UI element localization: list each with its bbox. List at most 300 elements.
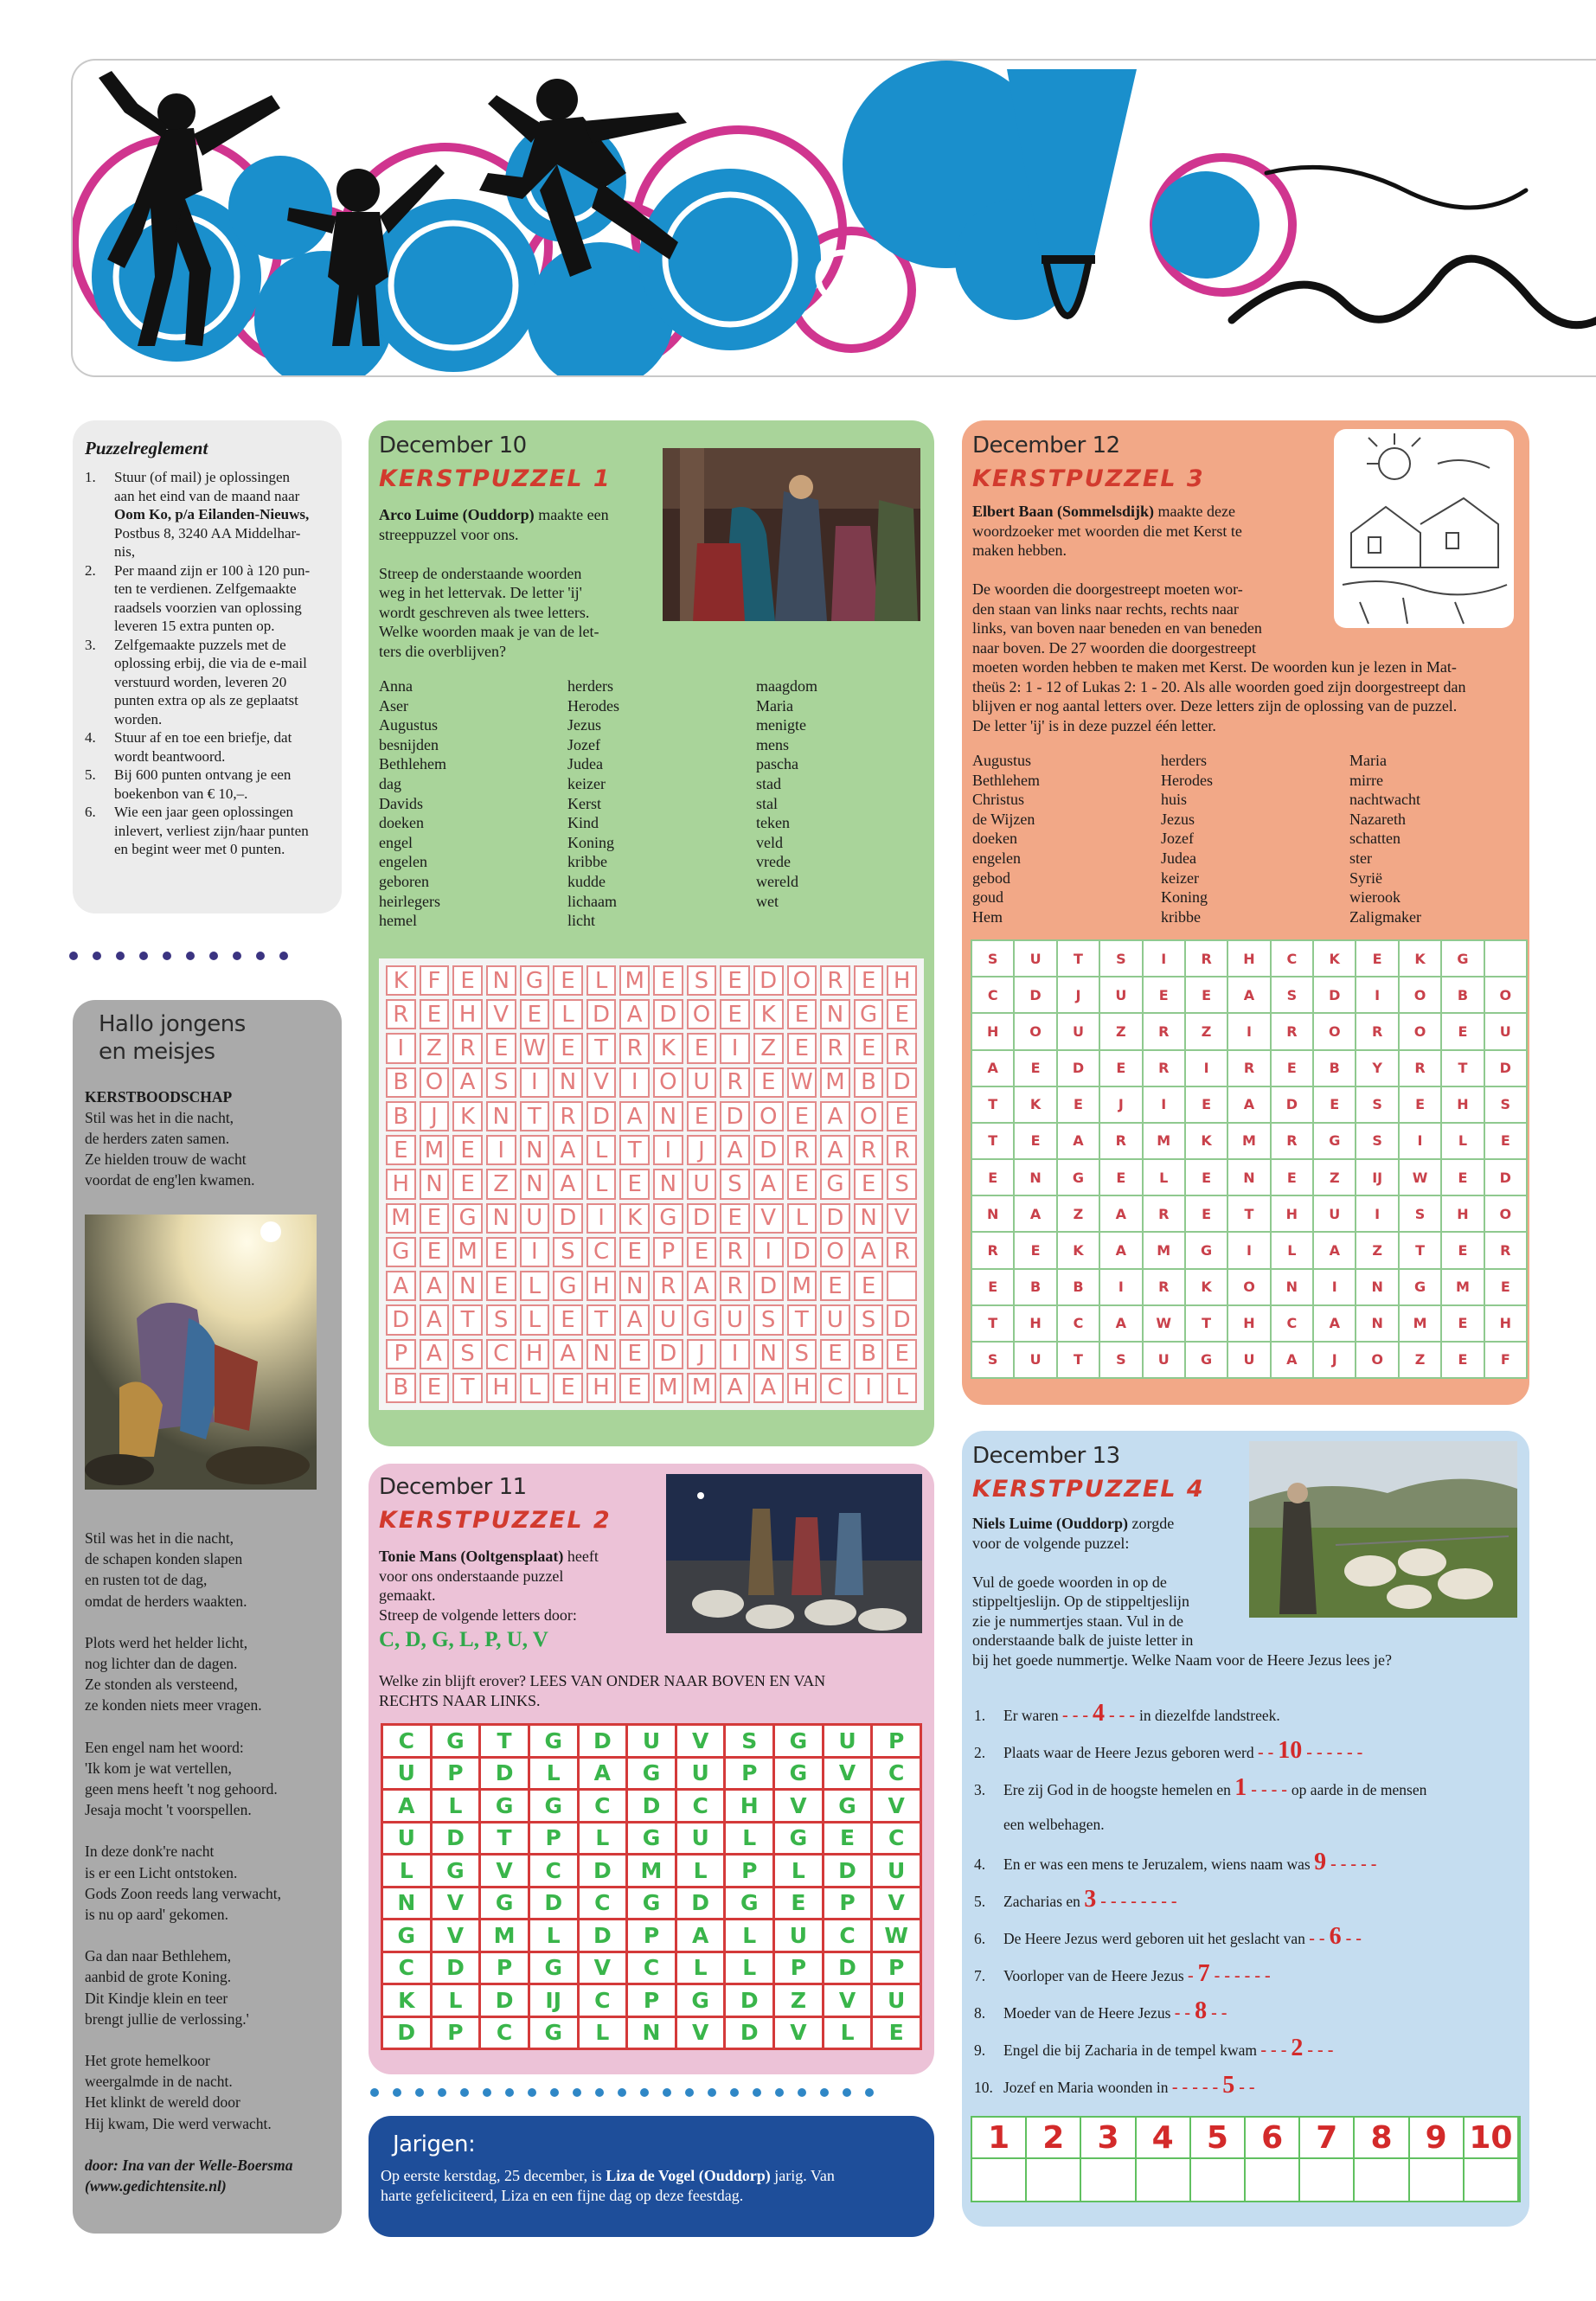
grid-cell: O: [1015, 1014, 1057, 1050]
grid-cell: H: [1228, 941, 1271, 977]
grid-cell: G: [726, 1888, 775, 1921]
word-item: herders: [567, 677, 613, 695]
word-item: gebod: [972, 868, 1010, 887]
grid-cell: K: [452, 1101, 483, 1131]
word-item: Maria: [1349, 752, 1387, 769]
grid-cell: I: [1186, 1051, 1228, 1087]
grid-cell: L: [726, 1953, 775, 1986]
grid-cell: Z: [1100, 1014, 1143, 1050]
grid-cell: T: [787, 1304, 817, 1335]
grid-cell: I: [486, 1135, 516, 1165]
dot-divider: [69, 952, 288, 960]
grid-cell: H: [1015, 1306, 1057, 1343]
grid-cell: E: [452, 1135, 483, 1165]
grid-cell: G: [1314, 1124, 1356, 1160]
word-item: Judea: [567, 755, 603, 773]
question-item: 10. Jozef en Maria woonden in - - - - - 5 - -: [974, 2072, 1255, 2099]
grid-cell: E: [1356, 941, 1399, 977]
grid-cell: I: [1356, 977, 1399, 1014]
grid-cell: G: [775, 1759, 824, 1791]
grid-cell: 7: [1300, 2118, 1355, 2159]
grid-cell: J: [687, 1339, 717, 1369]
grid-cell: C: [873, 1823, 922, 1856]
grid-cell: A: [720, 1373, 750, 1403]
grid-cell: E: [720, 1203, 750, 1234]
answer-slot: [972, 2159, 1027, 2201]
grid-cell: V: [433, 1920, 482, 1953]
grid-cell: U: [1314, 1196, 1356, 1233]
grid-cell: R: [1272, 1014, 1314, 1050]
grid-cell: M: [628, 1856, 677, 1888]
grid-cell: T: [972, 1087, 1015, 1124]
grid-cell: S: [1100, 1343, 1143, 1379]
grid-cell: H: [1442, 1196, 1484, 1233]
grid-cell: C: [580, 1985, 629, 2018]
grid-cell: V: [586, 1067, 617, 1098]
grid-cell: N: [854, 1203, 884, 1234]
word-item: Zaligmaker: [1349, 907, 1421, 926]
word-column: [756, 676, 912, 931]
grid-cell: U: [775, 1920, 824, 1953]
grid-cell: D: [386, 1304, 416, 1335]
grid-cell: H: [787, 1373, 817, 1403]
grid-cell: Z: [753, 1033, 784, 1063]
grid-cell: E: [824, 1823, 874, 1856]
word-item: de Wijzen: [972, 810, 1035, 828]
grid-cell: E: [720, 965, 750, 996]
grid-cell: G: [1442, 941, 1484, 977]
grid-cell: R: [1356, 1014, 1399, 1050]
grid-cell: S: [972, 1343, 1015, 1379]
grid-cell: V: [873, 1888, 922, 1921]
grid-cell: E: [486, 1237, 516, 1267]
grid-cell: G: [820, 1169, 850, 1199]
grid-cell: C: [1058, 1306, 1100, 1343]
grid-cell: A: [720, 1135, 750, 1165]
grid-cell: M: [420, 1135, 450, 1165]
word-item: keizer: [567, 774, 606, 792]
grid-cell: P: [726, 1759, 775, 1791]
grid-cell: U: [677, 1823, 727, 1856]
grid-cell: I: [619, 1067, 650, 1098]
grid-cell: D: [580, 1920, 629, 1953]
grid-cell: E: [1058, 1087, 1100, 1124]
grid-cell: N: [628, 2018, 677, 2051]
grid-cell: E: [420, 999, 450, 1029]
grid-cell: E: [1186, 1196, 1228, 1233]
grid-cell: R: [1272, 1124, 1314, 1160]
grid-cell: W: [1400, 1160, 1442, 1196]
grid-cell: M: [481, 1920, 530, 1953]
grid-cell: D: [726, 2018, 775, 2051]
grid-cell: V: [753, 1203, 784, 1234]
grid-cell: R: [720, 1271, 750, 1301]
grid-cell: C: [1272, 1306, 1314, 1343]
grid-cell: D: [753, 1135, 784, 1165]
grid-cell: P: [433, 1759, 482, 1791]
hallo-heading: Hallo jongens en meisjes: [99, 1011, 246, 1065]
grid-cell: V: [873, 1791, 922, 1823]
grid-cell: D: [1485, 1160, 1528, 1196]
grid-cell: E: [873, 2018, 922, 2051]
grid-cell: V: [580, 1953, 629, 1986]
word-item: Herodes: [567, 696, 619, 715]
grid-cell: U: [1485, 1014, 1528, 1050]
shepherds-angel-image: [85, 1215, 317, 1490]
grid-cell: E: [854, 1271, 884, 1301]
grid-cell: D: [753, 1271, 784, 1301]
temple-scene-image: [663, 448, 920, 621]
grid-cell: H: [586, 1373, 617, 1403]
grid-cell: A: [1272, 1343, 1314, 1379]
grid-cell: IJ: [1356, 1160, 1399, 1196]
grid-cell: I: [1228, 1014, 1271, 1050]
grid-cell: Z: [1400, 1343, 1442, 1379]
word-item: schatten: [1349, 830, 1401, 848]
grid-cell: A: [972, 1051, 1015, 1087]
grid-cell: 10: [1465, 2118, 1519, 2159]
jarigen-text: Op eerste kerstdag, 25 december, is Liza de Vogel (Ouddorp) jarig. Van harte gefeliciteerd, Liza en een fijne dag op deze feestdag.: [381, 2167, 835, 2204]
word-item: wereld: [756, 872, 798, 890]
grid-cell: C: [628, 1953, 677, 1986]
grid-cell: L: [520, 1304, 550, 1335]
word-item: Aser: [379, 696, 408, 715]
grid-cell: U: [873, 1985, 922, 2018]
grid-cell: M: [1400, 1306, 1442, 1343]
rules-item: 2. Per maand zijn er 100 à 120 pun- ten te verdienen. Zelfgemaakte raadsels voorzien van oplossing leveren 15 extra punten op.: [85, 561, 311, 634]
grid-cell: E: [486, 1271, 516, 1301]
grid-cell: U: [1015, 941, 1057, 977]
puzzle4-intro: Niels Luime (Ouddorp) zorgde voor de volgende puzzel: Vul de goede woorden in op de stippeltjeslijn. Op de stippeltjeslijn zie je nummertjes staan. Vul in de onderstaande balk de juiste letter in: [972, 1515, 1194, 1649]
puzzle2-letter-grid: [381, 1723, 922, 2050]
grid-cell: D: [653, 999, 683, 1029]
grid-cell: I: [1356, 1196, 1399, 1233]
grid-cell: E: [420, 1203, 450, 1234]
grid-cell: E: [520, 999, 550, 1029]
grid-cell: E: [1144, 977, 1186, 1014]
grid-cell: N: [553, 1067, 583, 1098]
grid-cell: E: [420, 1373, 450, 1403]
grid-cell: S: [887, 1169, 917, 1199]
grid-cell: E: [775, 1888, 824, 1921]
grid-cell: Z: [1186, 1014, 1228, 1050]
grid-cell: B: [1015, 1270, 1057, 1306]
word-item: Hem: [972, 907, 1003, 926]
question-item: 9. Engel die bij Zacharia in de tempel kwam - - - 2 - - -: [974, 2035, 1334, 2061]
grid-cell: D: [586, 1101, 617, 1131]
grid-cell: C: [486, 1339, 516, 1369]
grid-cell: J: [1100, 1087, 1143, 1124]
grid-cell: T: [481, 1823, 530, 1856]
puzzle3-letter-grid: [971, 939, 1528, 1379]
dot-divider: [370, 2088, 874, 2097]
grid-cell: R: [887, 1237, 917, 1267]
grid-cell: A: [386, 1271, 416, 1301]
grid-cell: L: [433, 1791, 482, 1823]
grid-cell: D: [787, 1237, 817, 1267]
word-item: Anna: [379, 677, 413, 695]
grid-cell: E: [1442, 1160, 1484, 1196]
grid-cell: D: [824, 1953, 874, 1986]
grid-cell: N: [520, 1169, 550, 1199]
rules-item: 6. Wie een jaar geen oplossingen inlevert, verliest zijn/haar punten en begint weer met 0 punten.: [85, 804, 309, 857]
grid-cell: N: [972, 1196, 1015, 1233]
grid-cell: C: [1272, 941, 1314, 977]
grid-cell: C: [530, 1856, 580, 1888]
grid-cell: G: [653, 1203, 683, 1234]
grid-cell: Y: [1356, 1051, 1399, 1087]
grid-cell: H: [726, 1791, 775, 1823]
grid-cell: P: [824, 1888, 874, 1921]
word-item: heirlegers: [379, 892, 440, 910]
grid-cell: K: [1400, 941, 1442, 977]
grid-cell: V: [775, 2018, 824, 2051]
word-item: keizer: [1161, 868, 1199, 887]
grid-cell: S: [553, 1237, 583, 1267]
grid-cell: N: [1272, 1270, 1314, 1306]
grid-cell: L: [887, 1373, 917, 1403]
grid-cell: H: [520, 1339, 550, 1369]
shepherds-night-image: [666, 1474, 922, 1633]
grid-cell: A: [1058, 1124, 1100, 1160]
grid-cell: E: [1442, 1343, 1484, 1379]
grid-cell: C: [586, 1237, 617, 1267]
puzzle4-answer-bar: [971, 2116, 1521, 2202]
grid-cell: P: [726, 1856, 775, 1888]
grid-cell: L: [580, 1823, 629, 1856]
word-item: doeken: [379, 814, 424, 832]
grid-cell: I: [1400, 1124, 1442, 1160]
puzzle3-word-list: [972, 751, 1526, 926]
grid-cell: H: [1272, 1196, 1314, 1233]
grid-cell: M: [619, 965, 650, 996]
grid-cell: O: [753, 1101, 784, 1131]
grid-cell: S: [1485, 1087, 1528, 1124]
grid-cell: L: [530, 1920, 580, 1953]
grid-cell: S: [972, 941, 1015, 977]
grid-cell: G: [824, 1791, 874, 1823]
grid-cell: L: [726, 1823, 775, 1856]
grid-cell: E: [653, 965, 683, 996]
grid-cell: P: [628, 1920, 677, 1953]
grid-cell: E: [972, 1160, 1015, 1196]
grid-cell: J: [687, 1135, 717, 1165]
rules-item: 5. Bij 600 punten ontvang je een boekenbon van € 10,–.: [85, 766, 292, 802]
grid-cell: E: [553, 1373, 583, 1403]
grid-cell: A: [580, 1759, 629, 1791]
grid-cell: F: [420, 965, 450, 996]
grid-cell: P: [628, 1985, 677, 2018]
grid-cell: D: [1314, 977, 1356, 1014]
grid-cell: J: [420, 1101, 450, 1131]
grid-cell: R: [452, 1033, 483, 1063]
poem-author: door: Ina van der Welle-Boersma (www.gedichtensite.nl): [85, 2156, 293, 2195]
grid-cell: K: [1186, 1270, 1228, 1306]
grid-cell: C: [580, 1791, 629, 1823]
grid-cell: E: [1485, 1270, 1528, 1306]
grid-cell: N: [1228, 1160, 1271, 1196]
grid-cell: O: [687, 999, 717, 1029]
puzzle4-instructions: bij het goede nummertje. Welke Naam voor de Heere Jezus lees je?: [972, 1651, 1393, 1669]
answer-slot: [1137, 2159, 1191, 2201]
grid-cell: E: [787, 1101, 817, 1131]
grid-cell: P: [433, 2018, 482, 2051]
grid-cell: U: [824, 1726, 874, 1759]
grid-cell: A: [619, 1101, 650, 1131]
grid-cell: P: [873, 1953, 922, 1986]
grid-cell: D: [1272, 1087, 1314, 1124]
grid-cell: L: [787, 1203, 817, 1234]
grid-cell: H: [1485, 1306, 1528, 1343]
grid-cell: A: [820, 1135, 850, 1165]
grid-cell: E: [553, 1304, 583, 1335]
grid-cell: A: [1100, 1233, 1143, 1269]
word-item: hemel: [379, 912, 417, 930]
grid-cell: G: [383, 1920, 433, 1953]
poem-intro: KERSTBOODSCHAP Stil was het in die nacht, de herders zaten samen. Ze hielden trouw de wacht voordat de eng'len kwamen.: [85, 1088, 255, 1189]
grid-cell: N: [653, 1101, 683, 1131]
grid-cell: S: [1356, 1124, 1399, 1160]
rules-panel: [73, 420, 342, 913]
grid-cell: C: [820, 1373, 850, 1403]
grid-cell: K: [619, 1203, 650, 1234]
grid-cell: 1: [972, 2118, 1027, 2159]
word-column: [1161, 751, 1349, 926]
word-item: veld: [756, 833, 783, 851]
grid-cell: Z: [775, 1985, 824, 2018]
grid-cell: D: [628, 1791, 677, 1823]
grid-cell: G: [481, 1791, 530, 1823]
word-item: Augustus: [379, 716, 439, 734]
village-drawing-image: [1334, 429, 1514, 628]
grid-cell: Z: [1314, 1160, 1356, 1196]
grid-cell: O: [1485, 977, 1528, 1014]
jarigen-title: Jarigen:: [393, 2131, 476, 2157]
word-item: doeken: [972, 830, 1017, 848]
word-item: wet: [756, 892, 779, 910]
grid-cell: W: [520, 1033, 550, 1063]
grid-cell: L: [553, 999, 583, 1029]
grid-cell: K: [383, 1985, 433, 2018]
grid-cell: L: [726, 1920, 775, 1953]
grid-cell: G: [386, 1237, 416, 1267]
grid-cell: R: [820, 1033, 850, 1063]
answer-slot: [1191, 2159, 1246, 2201]
grid-cell: D: [433, 1823, 482, 1856]
grid-cell: A: [619, 1304, 650, 1335]
grid-cell: D: [580, 1856, 629, 1888]
grid-cell: T: [452, 1373, 483, 1403]
word-item: dag: [379, 774, 401, 792]
grid-cell: A: [553, 1169, 583, 1199]
grid-cell: C: [824, 1920, 874, 1953]
grid-cell: F: [1485, 1343, 1528, 1379]
grid-cell: I: [386, 1033, 416, 1063]
grid-cell: K: [653, 1033, 683, 1063]
grid-cell: L: [530, 1759, 580, 1791]
grid-cell: IJ: [530, 1985, 580, 2018]
grid-cell: L: [586, 1169, 617, 1199]
grid-cell: V: [486, 999, 516, 1029]
grid-cell: J: [1058, 977, 1100, 1014]
grid-cell: L: [520, 1373, 550, 1403]
grid-cell: G: [520, 965, 550, 996]
grid-cell: T: [481, 1726, 530, 1759]
grid-cell: I: [1314, 1270, 1356, 1306]
hallo-panel: [73, 1000, 342, 2234]
grid-cell: D: [1058, 1051, 1100, 1087]
grid-cell: E: [887, 1101, 917, 1131]
grid-cell: K: [1186, 1124, 1228, 1160]
grid-cell: S: [1356, 1087, 1399, 1124]
grid-cell: U: [1228, 1343, 1271, 1379]
word-item: Maria: [756, 696, 793, 715]
grid-cell: O: [1314, 1014, 1356, 1050]
grid-cell: V: [677, 1726, 727, 1759]
grid-cell: H: [452, 999, 483, 1029]
word-item: Bethlehem: [379, 755, 446, 773]
grid-cell: L: [1442, 1124, 1484, 1160]
word-item: herders: [1161, 752, 1207, 769]
grid-cell: D: [824, 1856, 874, 1888]
grid-cell: R: [1144, 1051, 1186, 1087]
grid-cell: U: [820, 1304, 850, 1335]
grid-cell: N: [486, 965, 516, 996]
grid-cell: N: [383, 1888, 433, 1921]
grid-cell: S: [486, 1304, 516, 1335]
grid-cell: W: [787, 1067, 817, 1098]
grid-cell: A: [1228, 977, 1271, 1014]
grid-cell: Z: [1058, 1196, 1100, 1233]
grid-cell: G: [452, 1203, 483, 1234]
grid-cell: T: [586, 1304, 617, 1335]
grid-cell: M: [687, 1373, 717, 1403]
grid-cell: T: [1186, 1306, 1228, 1343]
grid-cell: P: [775, 1953, 824, 1986]
grid-cell: M: [452, 1237, 483, 1267]
grid-cell: E: [720, 999, 750, 1029]
word-item: Christus: [972, 791, 1025, 809]
grid-cell: B: [1314, 1051, 1356, 1087]
grid-cell: O: [820, 1237, 850, 1267]
grid-cell: W: [1144, 1306, 1186, 1343]
grid-cell: E: [687, 1237, 717, 1267]
puzzle3-date: December 12: [972, 433, 1120, 458]
grid-cell: C: [580, 1888, 629, 1921]
word-item: Jozef: [1161, 830, 1194, 848]
grid-cell: U: [687, 1169, 717, 1199]
question-item: 7. Voorloper van de Heere Jezus - 7 - - - - - -: [974, 1960, 1271, 1987]
grid-cell: K: [386, 965, 416, 996]
grid-cell: K: [1314, 941, 1356, 977]
grid-cell: E: [854, 1033, 884, 1063]
word-item: Nazareth: [1349, 810, 1406, 828]
grid-cell: V: [775, 1791, 824, 1823]
grid-cell: M: [820, 1067, 850, 1098]
word-item: teken: [756, 814, 790, 832]
grid-cell: L: [586, 965, 617, 996]
puzzle2-title: KERSTPUZZEL 2: [379, 1507, 612, 1534]
grid-cell: D: [753, 965, 784, 996]
puzzle4-date: December 13: [972, 1443, 1120, 1469]
grid-cell: R: [720, 1067, 750, 1098]
grid-cell: T: [520, 1101, 550, 1131]
grid-cell: O: [1400, 1014, 1442, 1050]
grid-cell: L: [677, 1856, 727, 1888]
grid-cell: T: [586, 1033, 617, 1063]
grid-cell: M: [1144, 1233, 1186, 1269]
grid-cell: A: [1314, 1306, 1356, 1343]
